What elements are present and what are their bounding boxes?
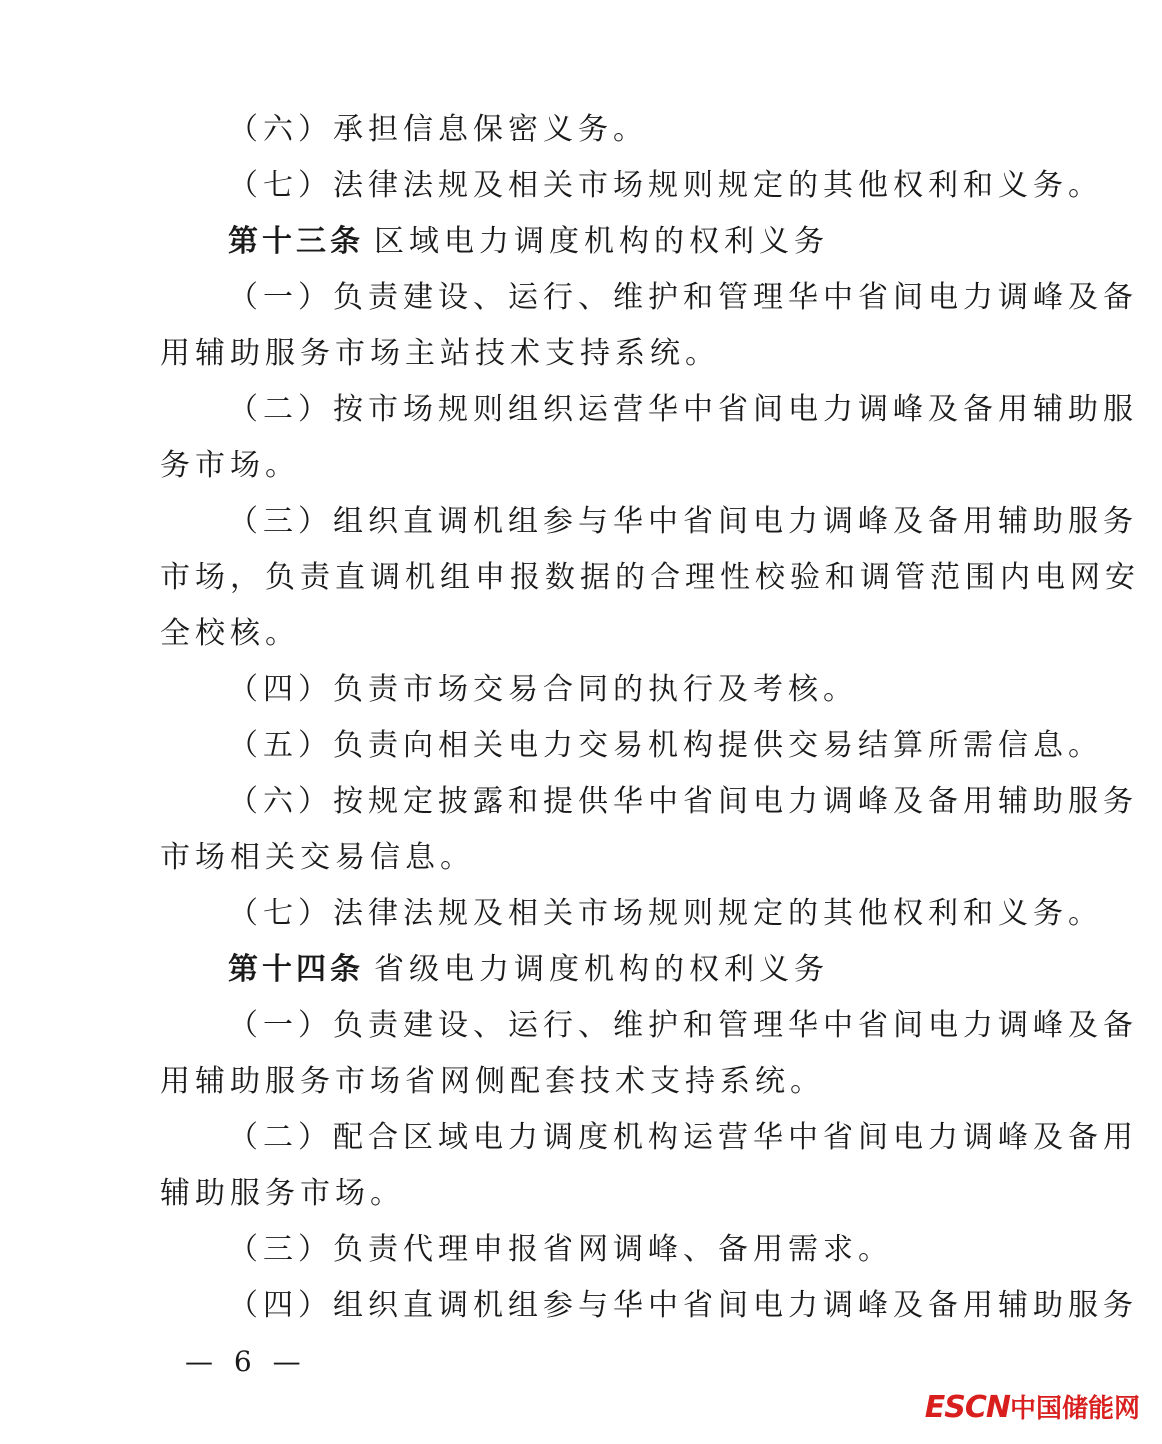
article-14-item-4-line-1: （四）组织直调机组参与华中省间电力调峰及备用辅助服务 [228, 1288, 1138, 1323]
article-13-label: 第十三条 [228, 224, 364, 259]
article-13-item-4: （四）负责市场交易合同的执行及考核。 [228, 672, 858, 707]
article-13-item-6-line-1: （六）按规定披露和提供华中省间电力调峰及备用辅助服务 [228, 784, 1138, 819]
article-14-item-1-line-1: （一）负责建设、运行、维护和管理华中省间电力调峰及备 [228, 1008, 1138, 1043]
article-13-item-3-line-3: 全校核。 [160, 616, 300, 651]
watermark-cn: 中国储能网 [1009, 1394, 1140, 1424]
clause-item-7-other-rights: （七）法律法规及相关市场规则规定的其他权利和义务。 [228, 168, 1103, 203]
article-14-item-2-line-2: 辅助服务市场。 [160, 1176, 405, 1211]
clause-item-6-info-confidentiality: （六）承担信息保密义务。 [228, 112, 648, 147]
article-13-item-2-line-2: 务市场。 [160, 448, 300, 483]
article-14-label: 第十四条 [228, 952, 364, 987]
article-13-item-3-line-1: （三）组织直调机组参与华中省间电力调峰及备用辅助服务 [228, 504, 1138, 539]
article-13-title: 区域电力调度机构的权利义务 [374, 224, 829, 259]
article-14-item-2-line-1: （二）配合区域电力调度机构运营华中省间电力调峰及备用 [228, 1120, 1138, 1155]
page-number: — 6 — [185, 1345, 307, 1378]
article-13-item-2-line-1: （二）按市场规则组织运营华中省间电力调峰及备用辅助服 [228, 392, 1138, 427]
article-13-item-3-line-2: 市场，负责直调机组申报数据的合理性校验和调管范围内电网安 [160, 560, 1140, 595]
article-13-item-1-line-2: 用辅助服务市场主站技术支持系统。 [160, 336, 720, 371]
article-13-heading [228, 224, 1018, 260]
escn-watermark-logo [925, 1390, 1140, 1426]
watermark-en: ESCN [924, 1390, 1010, 1425]
article-14-item-3: （三）负责代理申报省网调峰、备用需求。 [228, 1232, 893, 1267]
article-13-item-7: （七）法律法规及相关市场规则规定的其他权利和义务。 [228, 896, 1103, 931]
article-13-item-1-line-1: （一）负责建设、运行、维护和管理华中省间电力调峰及备 [228, 280, 1138, 315]
article-13-item-6-line-2: 市场相关交易信息。 [160, 840, 475, 875]
article-14-heading [228, 952, 1018, 988]
article-14-title: 省级电力调度机构的权利义务 [374, 952, 829, 987]
article-14-item-1-line-2: 用辅助服务市场省网侧配套技术支持系统。 [160, 1064, 825, 1099]
article-13-item-5: （五）负责向相关电力交易机构提供交易结算所需信息。 [228, 728, 1103, 763]
